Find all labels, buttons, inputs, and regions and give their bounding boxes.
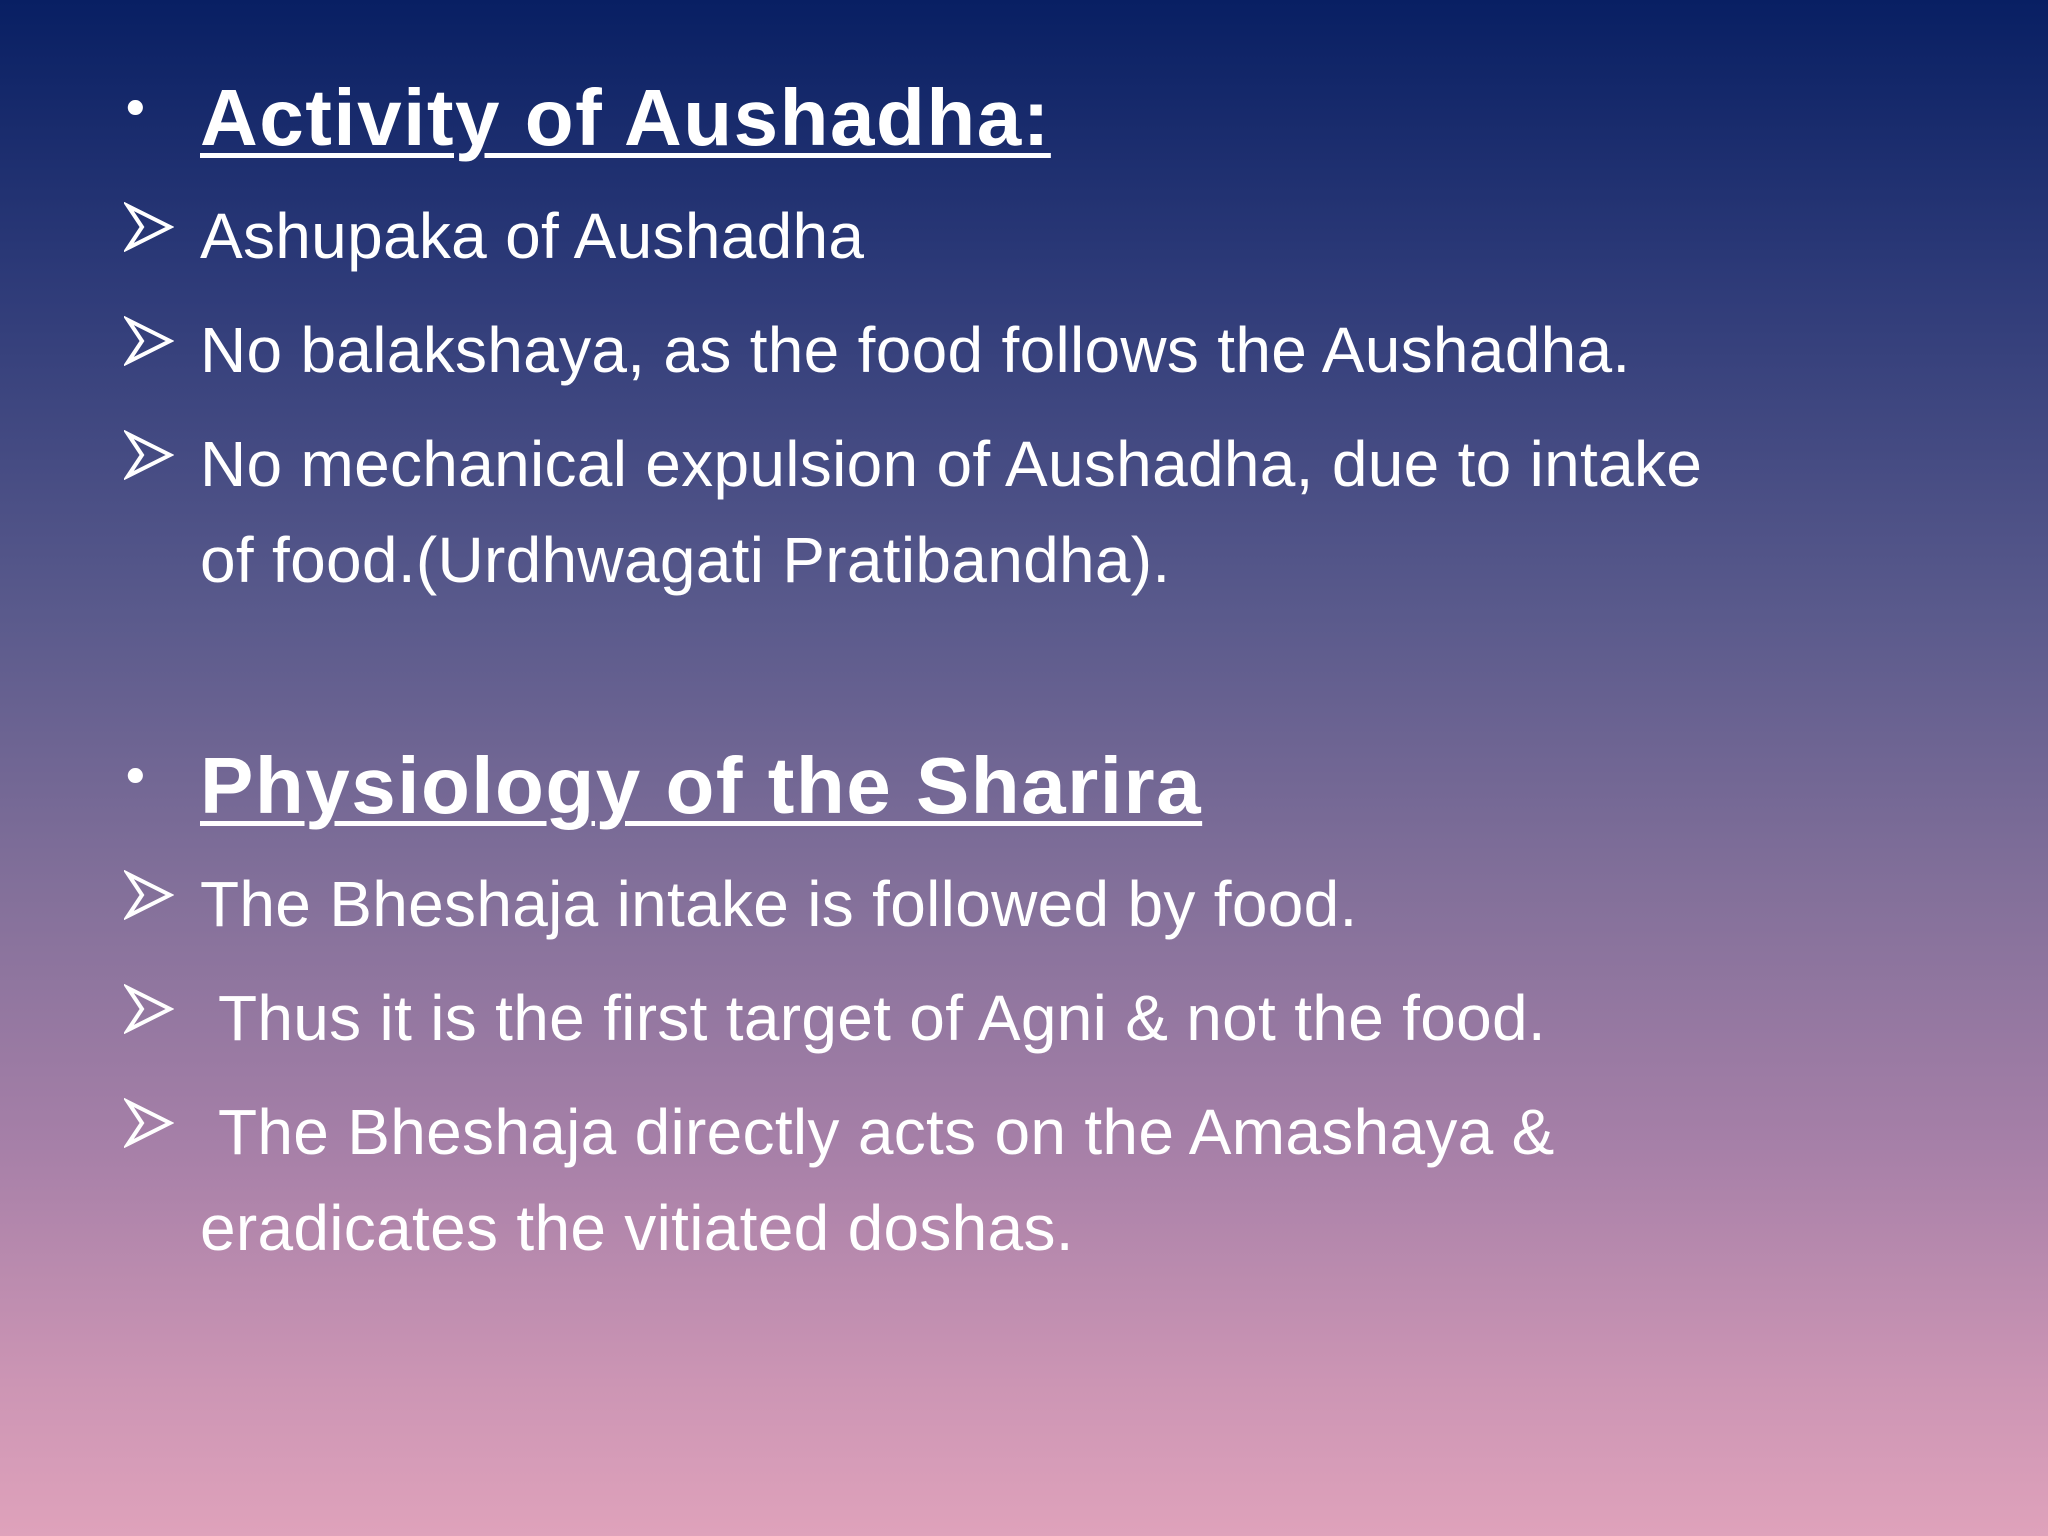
bullet-dot-icon: • [120, 80, 151, 140]
arrow-bullet-icon [124, 430, 174, 480]
arrow-bullet-icon [124, 984, 174, 1034]
section1-item-2-line-1: No balakshaya, as the food follows the Aushadha. [200, 314, 1631, 386]
bullet-dot-icon: • [120, 748, 151, 808]
arrow-bullet-icon [124, 202, 174, 252]
section2-item-2-line-1: Thus it is the first target of Agni & not the food. [218, 982, 1547, 1054]
section1-heading-text: Activity of Aushadha: [200, 73, 1051, 162]
arrow-bullet-icon [124, 316, 174, 366]
section2-item-3-line-1: The Bheshaja directly acts on the Amashaya & [218, 1096, 1555, 1168]
section2-item-1-line-1: The Bheshaja intake is followed by food. [200, 868, 1358, 940]
section2-heading-text: Physiology of the Sharira [200, 741, 1203, 830]
section1-item-3-line-2: of food.(Urdhwagati Pratibandha). [200, 524, 1171, 596]
arrow-bullet-icon [124, 870, 174, 920]
section1-item-3-line-1: No mechanical expulsion of Aushadha, due to intake [200, 428, 1703, 500]
section1-item-1-line-1: Ashupaka of Aushadha [200, 200, 865, 272]
section2-item-3-line-2: eradicates the vitiated doshas. [200, 1192, 1074, 1264]
arrow-bullet-icon [124, 1098, 174, 1148]
